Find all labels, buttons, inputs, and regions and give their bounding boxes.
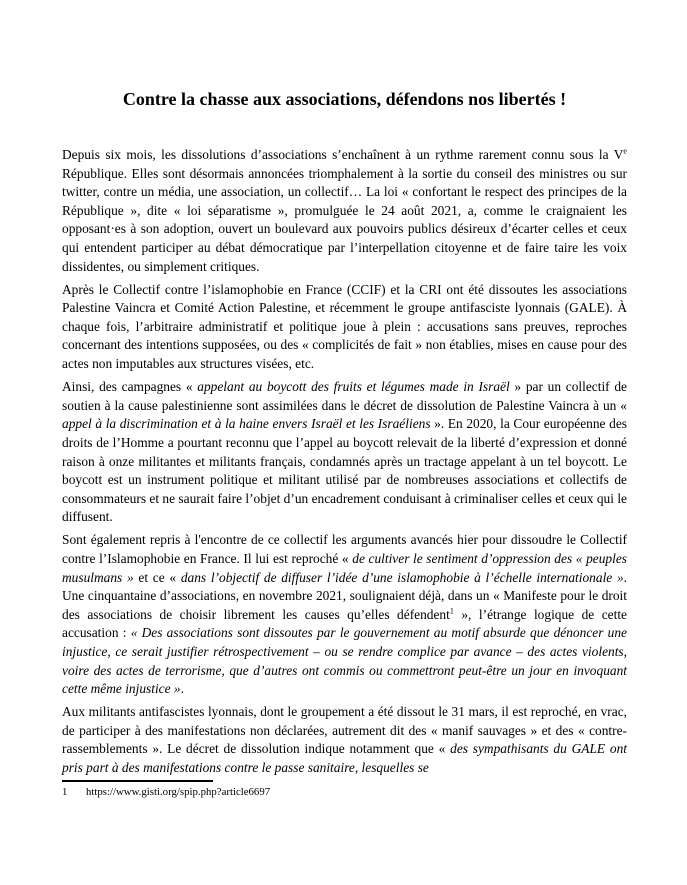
paragraph-4 xyxy=(62,531,627,698)
paragraph-5 xyxy=(62,703,627,777)
text-run: », l’étrange logique de cette accusation : xyxy=(62,606,628,641)
footnote-url: https://www.gisti.org/spip.php?article6697 xyxy=(86,785,271,798)
quoted-text-run: « Des associations sont dissoutes par le gouvernement au motif absurde que dénoncer une injustice, ce serait justifier rétrospectivement – ou se rendre complice par avance – des actes violents, voire des actes de terrorisme, que d’autres ont commis ou commettront peut-être un jour en invoquant cette même injustice » xyxy=(62,625,627,697)
quoted-text-run: dans l’objectif de diffuser l’idée d’une islamophobie à l’échelle internationale » xyxy=(180,569,624,585)
text-run: Aux militants antifascistes lyonnais, dont le groupement a été dissout le 31 mars, il est reproché, en vrac, de participer à des manifestations non déclarées, autrement dit des « manif sauvages » et des « contre-rassemblements ». Le décret de dissolution indique notamment que « xyxy=(62,704,627,757)
text-run: Ainsi, des campagnes « xyxy=(62,379,198,395)
text-run: République. Elles sont désormais annoncées triomphalement à la sortie du conseil des ministres ou sur twitter, contre un média, une association, un collectif… La loi « confortant le respect des principes de la République », dite « loi séparatisme », promulguée le 24 août 2021, a, comme le craignaient les opposant·es à son adoption, ouvert un boulevard aux pouvoirs publics désireux d’écarter celles et ceux qui entendent participer au débat démocratique par l’interpellation citoyenne et de faire taire les voix dissidentes, ou simplement critiques. xyxy=(62,165,627,274)
text-run: Après le Collectif contre l’islamophobie en France (CCIF) et la CRI ont été dissoutes les associations Palestine Vaincra et Comité Action Palestine, et récemment le groupe antifasciste lyonnais (GALE). À chaque fois, l’arbitraire administratif et politique joue à plein : accusations sans preuves, reproches concernant des intentions supposées, ou des « complicités de fait » non établies, mises en cause pour des actes non imputables aux structures visées, etc. xyxy=(62,281,627,372)
text-run: Depuis six mois, les dissolutions d’associations s’enchaînent à un rythme rarement connu sous la V xyxy=(62,147,624,162)
ordinal-superscript: e xyxy=(623,146,627,156)
quoted-text-run: des sympathisants du GALE ont pris part à des manifestations contre le passe sanitaire, lesquelles se xyxy=(62,741,627,775)
quoted-text-run: appelant au boycott des fruits et légumes made in Israël xyxy=(197,379,510,395)
text-run: . xyxy=(180,681,184,697)
quoted-text-run: de cultiver le sentiment d’oppression des « peuples musulmans » xyxy=(62,550,627,585)
text-run: et ce « xyxy=(133,569,181,585)
text-run: ». En 2020, la Cour européenne des droits de l’Homme a pourtant reconnu que l’appel au boycott relevait de la liberté d’expression et donné raison à onze militantes et militants français, condamnés après un tractage appelant à un tel boycott. Le boycott est un instrument politique et militant utilisé par de nombreuses associations et collectifs de consommateurs et ne saurait faire l’objet d’un encadrement conduisant à criminaliser celles et ceux qui le diffusent. xyxy=(62,416,627,525)
footnote xyxy=(62,785,627,799)
footnote-reference: 1 xyxy=(449,606,454,616)
document-title: Contre la chasse aux associations, défendons nos libertés ! xyxy=(122,89,567,109)
text-run: Sont également repris à l'encontre de ce collectif les arguments avancés hier pour dissoudre le Collectif contre l’Islamophobie en France. Il lui est reproché « xyxy=(62,532,627,566)
paragraph-1 xyxy=(62,146,627,276)
paragraph-3 xyxy=(62,378,627,527)
quoted-text-run: appel à la discrimination et à la haine envers Israël et les Israéliens xyxy=(62,416,431,432)
paragraph-2 xyxy=(62,281,627,374)
footnote-separator xyxy=(62,780,213,782)
text-run: . Une cinquantaine d’associations, en novembre 2021, soulignaient déjà, dans un « Manifeste pour le droit des associations de choisir librement les causes qu’elles défendent xyxy=(62,569,628,622)
footnote-number: 1 xyxy=(62,785,68,798)
text-run: » par un collectif de soutien à la cause palestinienne sont assimilées dans le décret de dissolution de Palestine Vaincra à un « xyxy=(62,379,627,413)
